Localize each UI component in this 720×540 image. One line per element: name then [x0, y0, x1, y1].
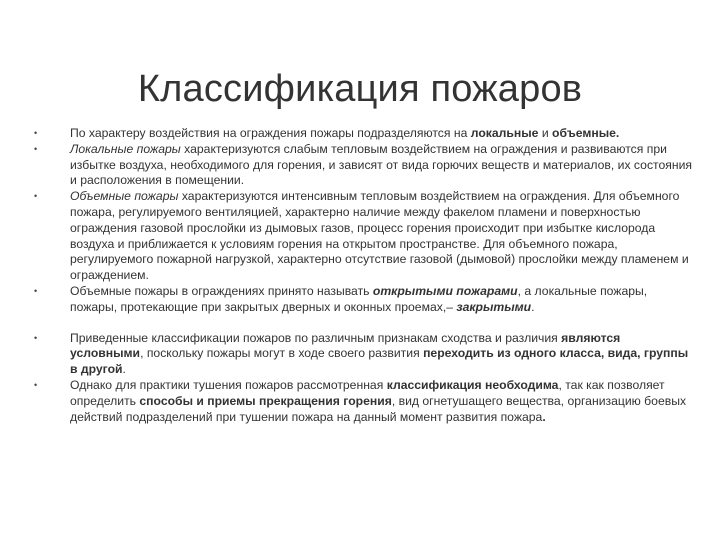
bullet-italic-term: Объемные пожары — [70, 189, 179, 204]
bullet-item — [34, 284, 694, 316]
bullet-item — [34, 378, 694, 425]
bullet-text: Однако для практики тушения пожаров рассмотренная — [70, 377, 387, 392]
bullet-emphasis: являются условными — [70, 330, 621, 361]
bullet-text: . — [122, 362, 126, 377]
bullet-emphasis: закрытыми — [456, 299, 532, 314]
bullet-dot-icon: • — [34, 379, 38, 390]
bullet-text: Объемные пожары в ограждениях принято называть — [70, 283, 373, 298]
bullet-text: , вид огнетушащего вещества, организацию боевых действий подразделений при тушении пожара на данный момент развития пожара — [70, 393, 687, 424]
bullet-text: Приведенные классификации пожаров по различным признакам сходства и различия — [70, 330, 562, 345]
bullet-text: , а локальные пожары, пожары, протекающие при закрытых дверных и оконных проемах,– — [70, 283, 648, 314]
bullet-dot-icon: • — [34, 332, 38, 343]
bullet-list — [34, 126, 694, 425]
bullet-emphasis: переходить из одного класса, вида, группы в другой — [70, 346, 689, 377]
bullet-text: и — [538, 126, 553, 140]
bullet-item — [34, 331, 694, 378]
bullet-text: . — [531, 299, 535, 314]
bullet-text: По характеру воздействия на ограждения пожары подразделяются на — [70, 126, 471, 140]
bullet-text: , поскольку пожары могут в ходе своего развития — [140, 346, 424, 361]
bullet-item — [34, 189, 694, 284]
bullet-dot-icon: • — [34, 143, 38, 154]
bullet-emphasis: локальные — [470, 126, 539, 140]
bullet-text: характеризуются интенсивным тепловым воздействием на ограждения. Для объемного пожара, регулируемого вентиляцией, характерно наличие между факелом пламени и поверхностью ограждения газовой прослойки из дымовых газов, процесс горения происходит при избытке кислорода воздуха и приближается к условиям горения на открытом пространстве. Для объемного пожара, регулируемого пожарной нагрузкой, характерно отсутствие газовой (дымовой) прослойки между пламенем и ограждением. — [70, 189, 689, 283]
slide-title: Классификация пожаров — [137, 68, 583, 111]
bullet-emphasis: . — [542, 409, 546, 424]
bullet-text: , так как позволяет определить — [70, 377, 665, 408]
bullet-item — [34, 142, 694, 189]
bullet-emphasis: способы и приемы прекращения горения — [139, 393, 392, 408]
bullet-dot-icon: • — [34, 285, 38, 296]
bullet-italic-term: Локальные пожары — [70, 141, 181, 156]
bullet-dot-icon: • — [34, 128, 38, 138]
bullet-dot-icon: • — [34, 191, 38, 202]
bullet-emphasis: открытыми пожарами — [372, 283, 518, 298]
bullet-item — [34, 126, 694, 142]
bullet-emphasis: объемные. — [552, 126, 620, 140]
bullet-emphasis: классификация необходима — [386, 377, 559, 392]
bullet-text: характеризуются слабым тепловым воздействием на ограждения и развиваются при избытке воздуха, необходимого для горения, и зависят от вида горючих веществ и материалов, их состояния и расположения в помещении. — [70, 141, 692, 188]
